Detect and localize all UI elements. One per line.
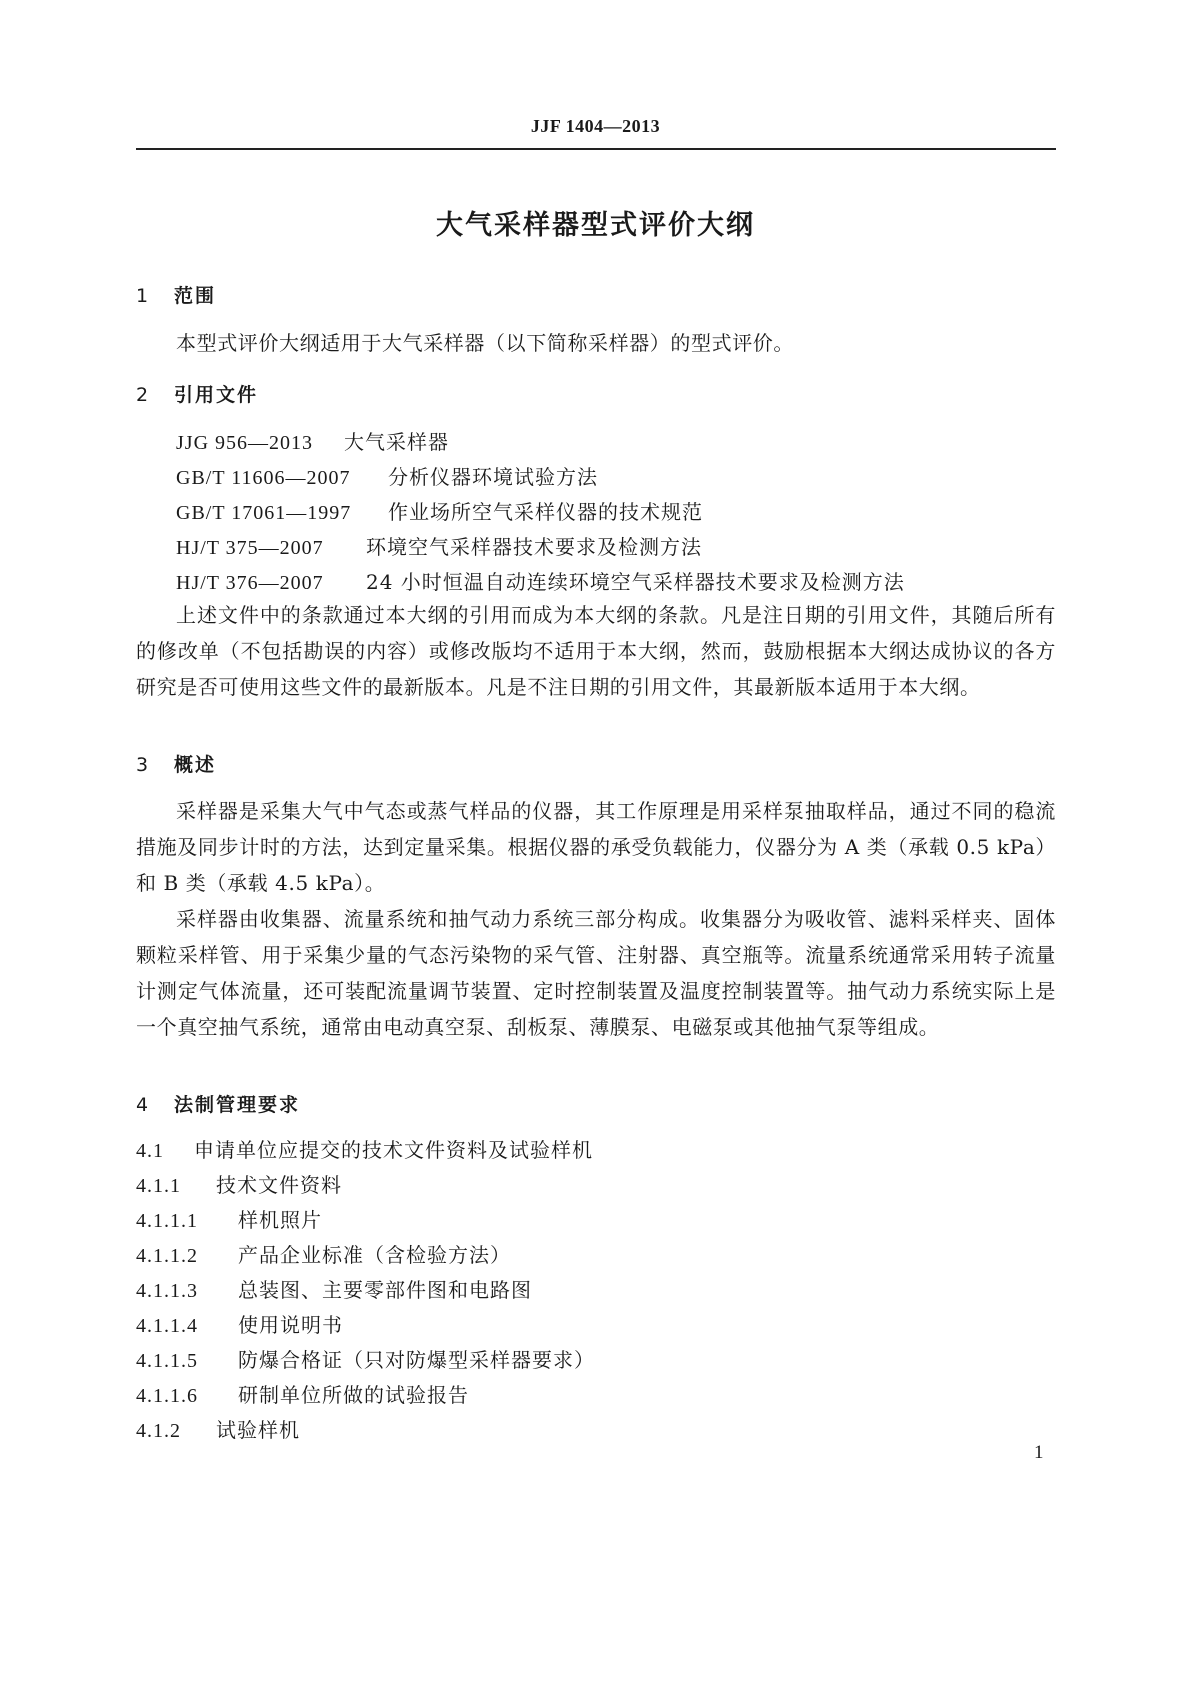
section-1-heading bbox=[136, 281, 216, 308]
clause-item bbox=[136, 1274, 532, 1303]
reference-code: JJG 956—2013 bbox=[176, 432, 314, 454]
clause-item bbox=[136, 1204, 322, 1233]
clause-item bbox=[136, 1344, 595, 1373]
section-number: 2 bbox=[136, 384, 151, 406]
section-3-heading bbox=[136, 750, 216, 777]
clause-text: 技术文件资料 bbox=[216, 1173, 342, 1197]
clause-text: 使用说明书 bbox=[238, 1313, 343, 1337]
clause-number: 4.1.1.3 bbox=[136, 1280, 198, 1302]
section-2-heading bbox=[136, 380, 258, 407]
clause-item bbox=[136, 1134, 593, 1163]
page-number: 1 bbox=[1034, 1442, 1044, 1463]
clause-number: 4.1.1.1 bbox=[136, 1210, 198, 1232]
clause-number: 4.1.1.6 bbox=[136, 1385, 198, 1407]
clause-text: 申请单位应提交的技术文件资料及试验样机 bbox=[194, 1138, 593, 1162]
clause-number: 4.1.1.5 bbox=[136, 1350, 198, 1372]
section-3-paragraph-1: 采样器是采集大气中气态或蒸气样品的仪器，其工作原理是用采样泵抽取样品，通过不同的稳流措施及同步计时的方法，达到定量采集。根据仪器的承受负载能力，仪器分为 A 类（承载 0.5 kPa）和 B 类（承载 4.5 kPa）。 bbox=[136, 799, 1056, 895]
section-1-paragraph: 本型式评价大纲适用于大气采样器（以下简称采样器）的型式评价。 bbox=[176, 331, 794, 355]
section-2-paragraph: 上述文件中的条款通过本大纲的引用而成为本大纲的条款。凡是注日期的引用文件，其随后所有的修改单（不包括勘误的内容）或修改版均不适用于本大纲，然而，鼓励根据本大纲达成协议的各方研究是否可使用这些文件的最新版本。凡是不注日期的引用文件，其最新版本适用于本大纲。 bbox=[136, 603, 1056, 699]
reference-item bbox=[176, 461, 598, 490]
section-number: 1 bbox=[136, 285, 151, 307]
section-3-paragraph-2: 采样器由收集器、流量系统和抽气动力系统三部分构成。收集器分为吸收管、滤料采样夹、固体颗粒采样管、用于采集少量的气态污染物的采气管、注射器、真空瓶等。流量系统通常采用转子流量计测定气体流量，还可装配流量调节装置、定时控制装置及温度控制装置等。抽气动力系统实际上是一个真空抽气系统，通常由电动真空泵、刮板泵、薄膜泵、电磁泵或其他抽气泵等组成。 bbox=[136, 907, 1056, 1039]
standard-code-header: JJF 1404—2013 bbox=[530, 116, 661, 136]
clause-item bbox=[136, 1169, 342, 1198]
section-title: 法制管理要求 bbox=[174, 1094, 301, 1116]
clause-number: 4.1.2 bbox=[136, 1420, 181, 1442]
reference-code: HJ/T 375—2007 bbox=[176, 537, 324, 559]
reference-title: 大气采样器 bbox=[344, 430, 449, 454]
clause-text: 防爆合格证（只对防爆型采样器要求） bbox=[238, 1348, 595, 1372]
clause-text: 产品企业标准（含检验方法） bbox=[238, 1243, 511, 1267]
clause-item bbox=[136, 1309, 343, 1338]
clause-text: 试验样机 bbox=[216, 1418, 300, 1442]
reference-title: 作业场所空气采样仪器的技术规范 bbox=[388, 500, 703, 524]
reference-item bbox=[176, 426, 449, 455]
section-title: 概述 bbox=[174, 754, 217, 776]
section-number: 4 bbox=[136, 1094, 151, 1116]
clause-number: 4.1.1.4 bbox=[136, 1315, 198, 1337]
reference-title: 分析仪器环境试验方法 bbox=[388, 465, 598, 489]
section-number: 3 bbox=[136, 754, 151, 776]
reference-item bbox=[176, 531, 702, 560]
clause-text: 样机照片 bbox=[238, 1208, 322, 1232]
reference-code: GB/T 11606—2007 bbox=[176, 467, 351, 489]
document-title: 大气采样器型式评价大纲 bbox=[436, 210, 755, 241]
clause-number: 4.1 bbox=[136, 1140, 164, 1162]
section-title: 引用文件 bbox=[174, 384, 259, 406]
clause-item bbox=[136, 1414, 300, 1443]
clause-text: 总装图、主要零部件图和电路图 bbox=[238, 1278, 532, 1302]
clause-text: 研制单位所做的试验报告 bbox=[238, 1383, 469, 1407]
reference-title: 24 小时恒温自动连续环境空气采样器技术要求及检测方法 bbox=[366, 570, 905, 594]
reference-code: HJ/T 376—2007 bbox=[176, 572, 324, 594]
header-rule bbox=[136, 148, 1056, 150]
reference-item bbox=[176, 496, 703, 525]
reference-item bbox=[176, 566, 905, 595]
section-4-heading bbox=[136, 1090, 300, 1117]
reference-title: 环境空气采样器技术要求及检测方法 bbox=[366, 535, 702, 559]
reference-code: GB/T 17061—1997 bbox=[176, 502, 352, 524]
clause-item bbox=[136, 1239, 511, 1268]
clause-number: 4.1.1 bbox=[136, 1175, 181, 1197]
clause-number: 4.1.1.2 bbox=[136, 1245, 198, 1267]
section-title: 范围 bbox=[174, 285, 217, 307]
clause-item bbox=[136, 1379, 469, 1408]
